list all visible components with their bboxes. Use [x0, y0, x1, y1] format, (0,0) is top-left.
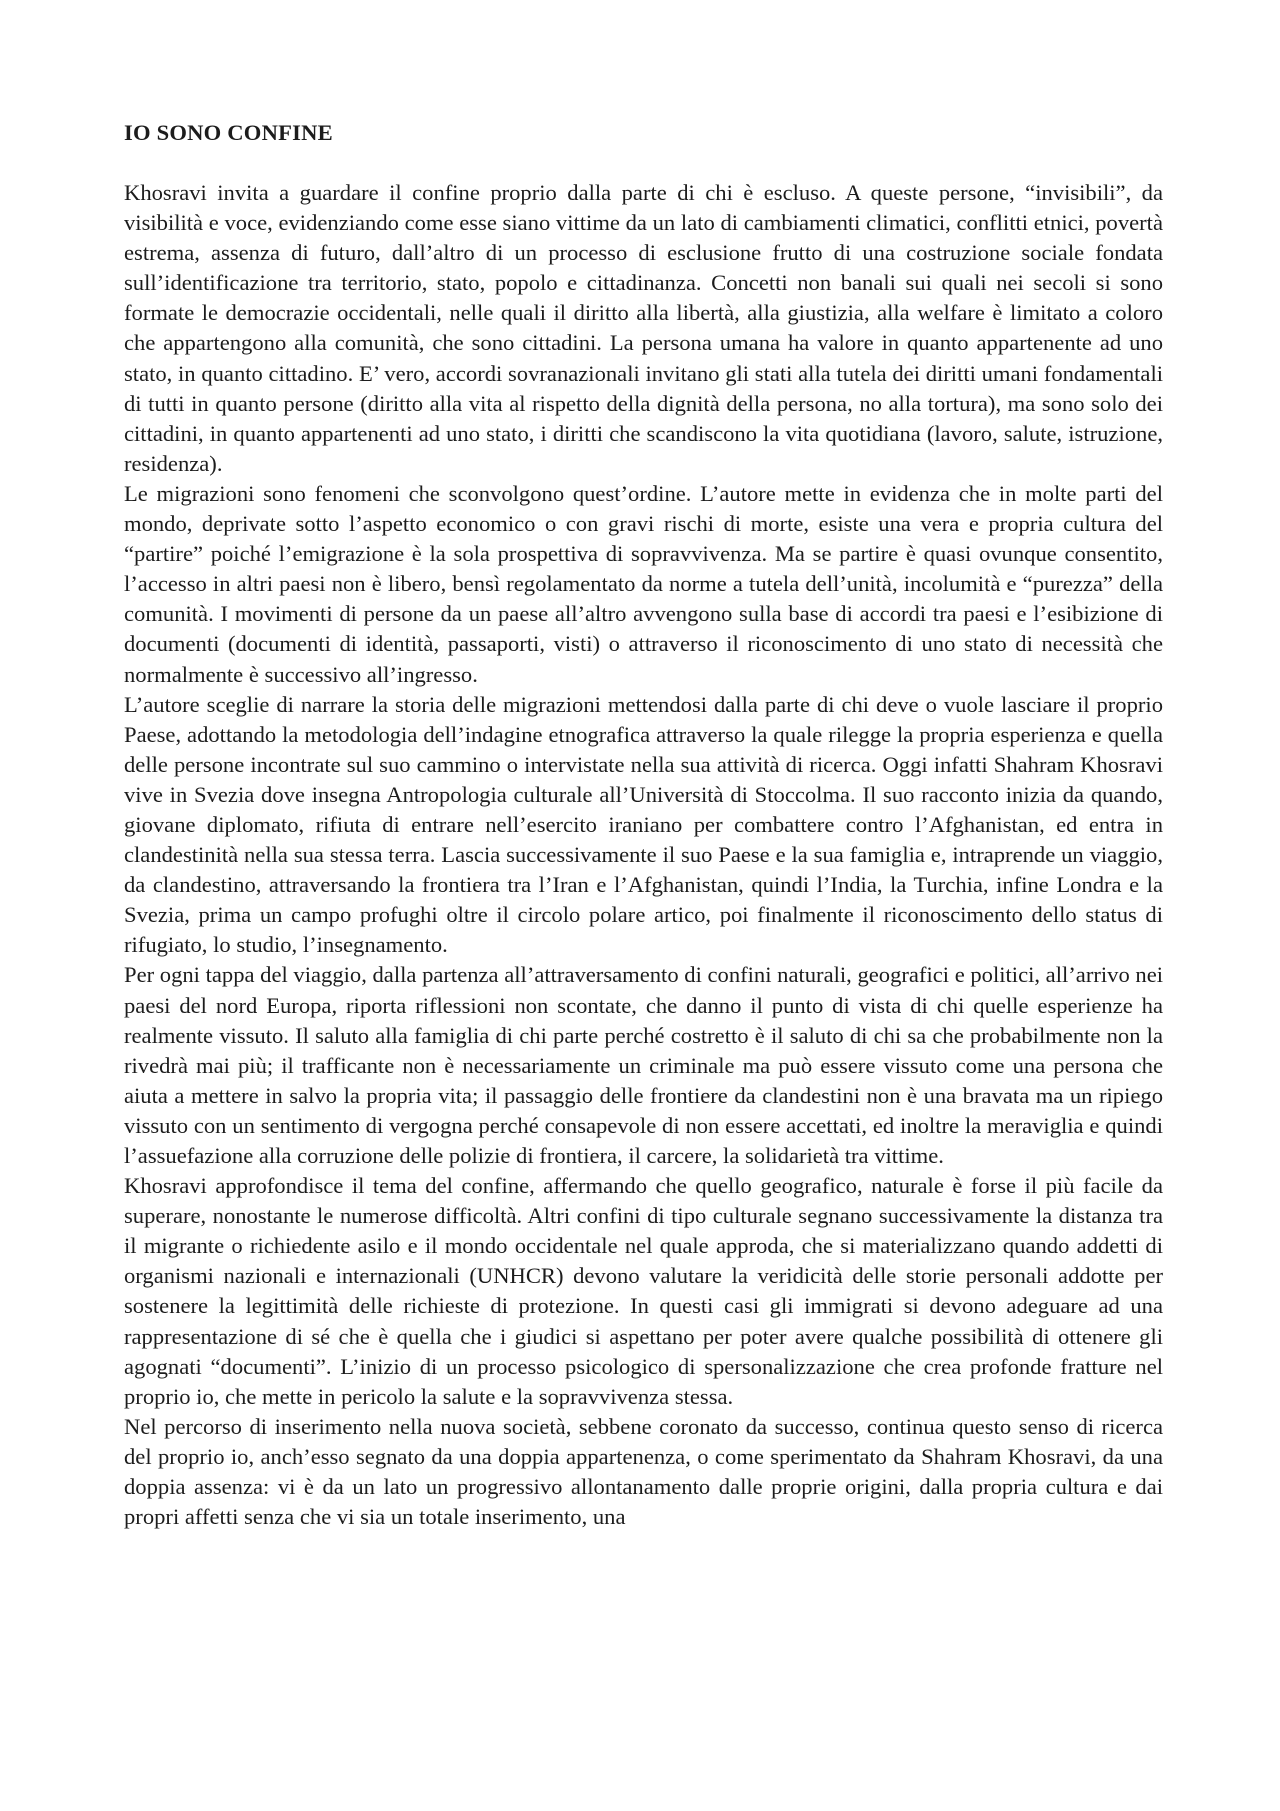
- paragraph-2: Le migrazioni sono fenomeni che sconvolgono quest’ordine. L’autore mette in evidenza che in molte parti del mondo, deprivate sotto l’aspetto economico o con gravi rischi di morte, esiste una vera e propria cultura del “partire” poiché l’emigrazione è la sola prospettiva di sopravvivenza. Ma se partire è quasi ovunque consentito, l’accesso in altri paesi non è libero, bensì regolamentato da norme a tutela dell’unità, incolumità e “purezza” della comunità. I movimenti di persone da un paese all’altro avvengono sulla base di accordi tra paesi e l’esibizione di documenti (documenti di identità, passaporti, visti) o attraverso il riconoscimento di uno stato di necessità che normalmente è successivo all’ingresso.: [124, 480, 1163, 687]
- paragraph-6: Nel percorso di inserimento nella nuova società, sebbene coronato da successo, continua questo senso di ricerca del proprio io, anch’esso segnato da una doppia appartenenza, o come sperimentato da Shahram Khosravi, da una doppia assenza: vi è da un lato un progressivo allontanamento dalle proprie origini, dalla propria cultura e dai propri affetti senza che vi sia un totale inserimento, una: [124, 1413, 1163, 1530]
- paragraph-5: Khosravi approfondisce il tema del confine, affermando che quello geografico, naturale è forse il più facile da superare, nonostante le numerose difficoltà. Altri confini di tipo culturale segnano successivamente la distanza tra il migrante o richiedente asilo e il mondo occidentale nel quale approda, che si materializzano quando addetti di organismi nazionali e internazionali (UNHCR) devono valutare la veridicità delle storie personali addotte per sostenere la legittimità delle richieste di protezione. In questi casi gli immigrati si devono adeguare ad una rappresentazione di sé che è quella che i giudici si aspettano per poter avere qualche possibilità di ottenere gli agognati “documenti”. L’inizio di un processo psicologico di spersonalizzazione che crea profonde fratture nel proprio io, che mette in pericolo la salute e la sopravvivenza stessa.: [124, 1173, 1163, 1409]
- document-title: IO SONO CONFINE: [124, 120, 333, 145]
- document-body: [124, 118, 1163, 1532]
- paragraph-4: Per ogni tappa del viaggio, dalla partenza all’attraversamento di confini naturali, geografici e politici, all’arrivo nei paesi del nord Europa, riporta riflessioni non scontate, che danno il punto di vista di chi quelle esperienze ha realmente vissuto. Il saluto alla famiglia di chi parte perché costretto è il saluto di chi sa che probabilmente non la rivedrà mai più; il trafficante non è necessariamente un criminale ma può essere vissuto come una persona che aiuta a mettere in salvo la propria vita; il passaggio delle frontiere da clandestini non è una bravata ma un ripiego vissuto con un sentimento di vergogna perché consapevole di non essere accettati, ed inoltre la meraviglia e quindi l’assuefazione alla corruzione delle polizie di frontiera, il carcere, la solidarietà tra vittime.: [124, 962, 1163, 1168]
- paragraph-3: L’autore sceglie di narrare la storia delle migrazioni mettendosi dalla parte di chi deve o vuole lasciare il proprio Paese, adottando la metodologia dell’indagine etnografica attraverso la quale rilegge la propria esperienza e quella delle persone incontrate sul suo cammino o intervistate nella sua attività di ricerca. Oggi infatti Shahram Khosravi vive in Svezia dove insegna Antropologia culturale all’Università di Stoccolma. Il suo racconto inizia da quando, giovane diplomato, rifiuta di entrare nell’esercito iraniano per combattere contro l’Afghanistan, ed entra in clandestinità nella sua stessa terra. Lascia successivamente il suo Paese e la sua famiglia e, intraprende un viaggio, da clandestino, attraversando la frontiera tra l’Iran e l’Afghanistan, quindi l’India, la Turchia, infine Londra e la Svezia, prima un campo profughi oltre il circolo polare artico, poi finalmente il riconoscimento dello status di rifugiato, lo studio, l’insegnamento.: [124, 691, 1163, 958]
- paragraph-1: Khosravi invita a guardare il confine proprio dalla parte di chi è escluso. A queste persone, “invisibili”, da visibilità e voce, evidenziando come esse siano vittime da un lato di cambiamenti climatici, conflitti etnici, povertà estrema, assenza di futuro, dall’altro di un processo di esclusione frutto di una costruzione sociale fondata sull’identificazione tra territorio, stato, popolo e cittadinanza. Concetti non banali sui quali nei secoli si sono formate le democrazie occidentali, nelle quali il diritto alla libertà, alla giustizia, alla welfare è limitato a coloro che appartengono alla comunità, che sono cittadini. La persona umana ha valore in quanto appartenente ad uno stato, in quanto cittadino. E’ vero, accordi sovranazionali invitano gli stati alla tutela dei diritti umani fondamentali di tutti in quanto persone (diritto alla vita al rispetto della dignità della persona, no alla tortura), ma sono solo dei cittadini, in quanto appartenenti ad uno stato, i diritti che scandiscono la vita quotidiana (lavoro, salute, istruzione, residenza).: [124, 180, 1163, 476]
